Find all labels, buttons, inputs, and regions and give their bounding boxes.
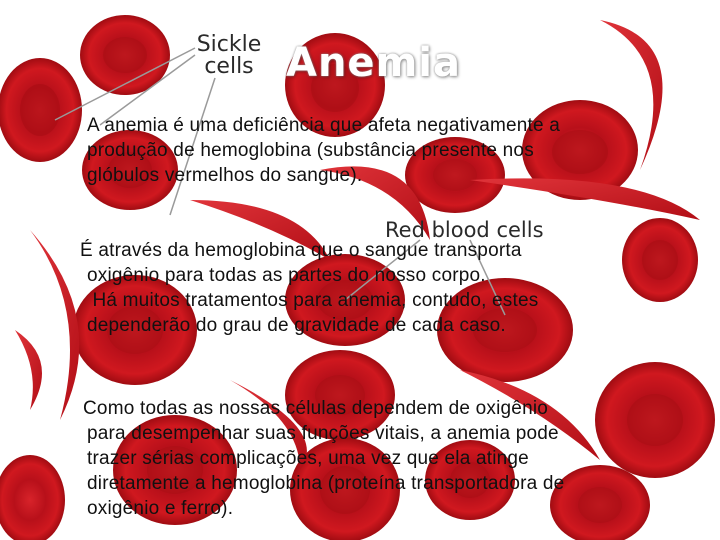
- paragraph2-line4: dependerão do grau de gravidade de cada caso.: [87, 315, 506, 336]
- paragraph2-line1: É através da hemoglobina que o sangue transporta: [80, 240, 522, 261]
- paragraph3-line1: Como todas as nossas células dependem de oxigênio: [83, 398, 549, 419]
- paragraph3-line2: para desempenhar suas funções vitais, a anemia pode: [87, 423, 559, 444]
- red-blood-cells-label: Red blood cells: [385, 218, 544, 242]
- slide-title: Anemia: [286, 40, 461, 86]
- paragraph2-line3: Há muitos tratamentos para anemia, contudo, estes: [87, 290, 539, 311]
- paragraph3-line5: oxigênio e ferro).: [87, 498, 234, 519]
- paragraph1-line1: A anemia é uma deficiência que afeta negativamente a: [87, 115, 561, 136]
- sickle-cell: [15, 330, 42, 410]
- paragraph3-line4: diretamente a hemoglobina (proteína transportadora de: [87, 473, 565, 494]
- paragraph-hemoglobin-treatment: [80, 238, 687, 338]
- red-blood-cell: [0, 455, 65, 540]
- paragraph1-line2: produção de hemoglobina (substância presente nos: [87, 140, 534, 161]
- paragraph3-line3: trazer sérias complicações, uma vez que ela atinge: [87, 448, 529, 469]
- sickle-label-line2: cells: [204, 54, 254, 79]
- paragraph-anemia-definition: [87, 113, 687, 188]
- sickle-label-line1: Sickle: [196, 32, 262, 57]
- red-blood-cell: [0, 58, 82, 162]
- paragraph1-line3: glóbulos vermelhos do sangue).: [87, 165, 363, 186]
- sickle-cells-label: [192, 34, 266, 78]
- paragraph-complications: [80, 396, 700, 521]
- paragraph2-line2: oxigênio para todas as partes do nosso corpo.: [87, 265, 486, 286]
